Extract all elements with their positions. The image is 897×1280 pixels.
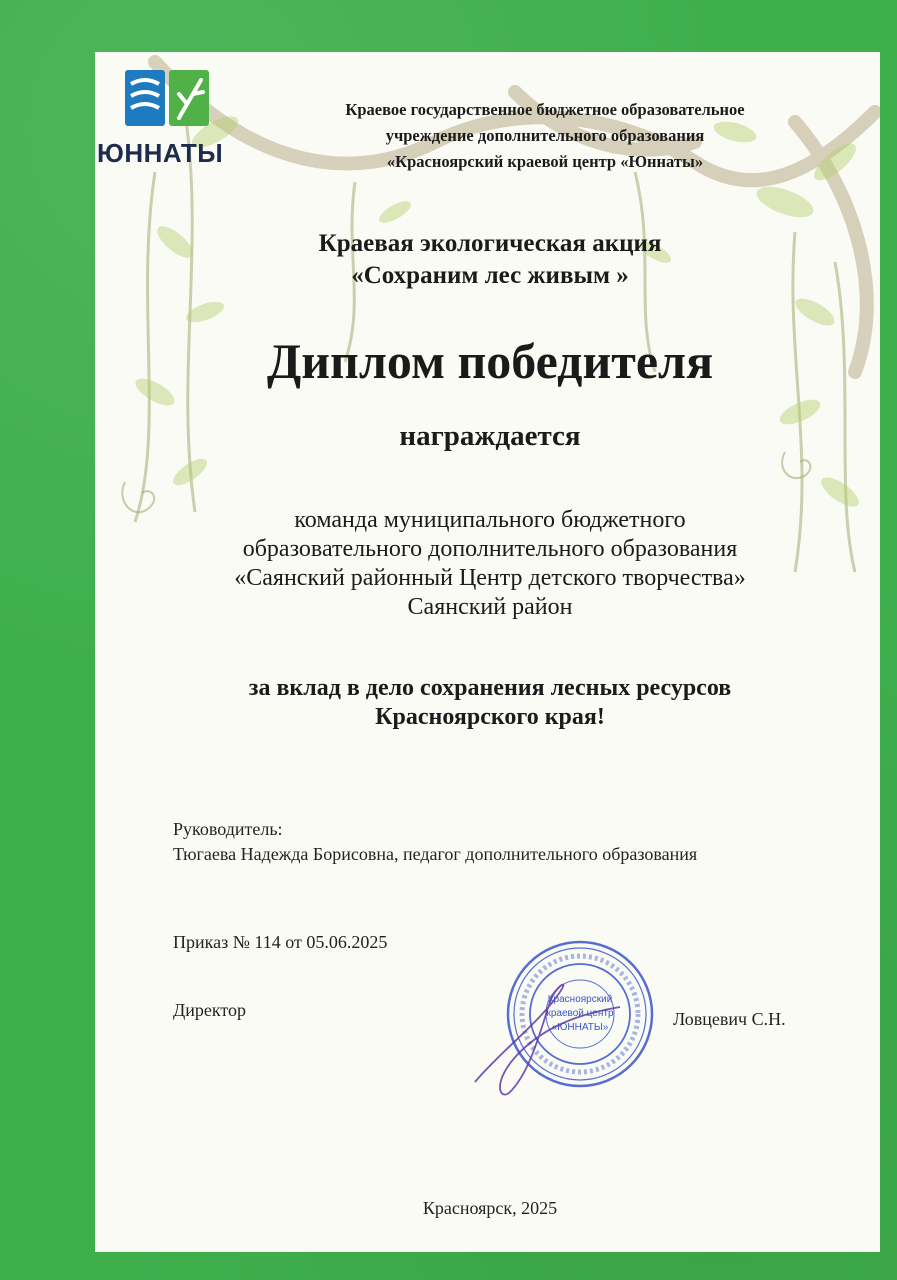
stamp-text-line: Красноярский [547,994,613,1005]
diploma-sheet [95,52,880,1252]
reason-line: за вклад в дело сохранения лесных ресурсов [248,675,732,701]
director-label: Директор [173,1000,247,1020]
stamp-text-line: «ЮННАТЫ» [551,1022,609,1033]
award-reason [155,674,825,732]
recipient-line: команда муниципального бюджетного [294,507,686,533]
action-line: «Сохраним лес живым » [351,262,629,289]
action-line: Краевая экологическая акция [318,230,662,257]
recipient [135,506,845,622]
director-name: Ловцевич С.Н. [673,1009,786,1029]
leader-label: Руководитель: [173,819,283,839]
recipient-line: образовательного дополнительного образования [242,536,738,562]
leader-name: Тюгаева Надежда Борисовна, педагог дополнительного образования [173,844,698,864]
awarded-label: награждается [399,420,581,452]
order-number: Приказ № 114 от 05.06.2025 [173,932,388,952]
logo-text: ЮННАТЫ [97,138,224,168]
stamp-text-line: краевой центр [546,1008,614,1019]
city-year: Красноярск, 2025 [422,1198,558,1218]
action-title [195,228,785,292]
organization-name [245,97,845,175]
organization-line: Краевое государственное бюджетное образовательное [345,100,745,119]
recipient-line: Саянский район [407,594,573,620]
official-stamp-icon [470,932,660,1112]
reason-line: Красноярского края! [375,704,605,730]
organization-line: «Красноярский краевой центр «Юннаты» [386,152,704,171]
organization-line: учреждение дополнительного образования [385,126,705,145]
recipient-line: «Саянский районный Центр детского творчества» [234,565,746,591]
diploma-title: Диплом победителя [266,333,714,389]
